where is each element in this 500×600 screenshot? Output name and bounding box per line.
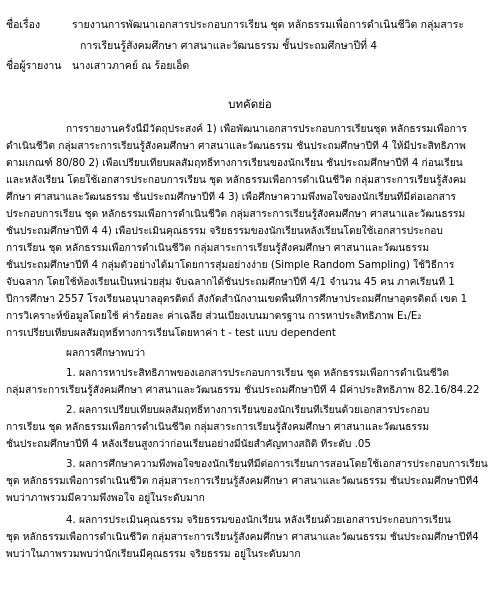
abstract-line: ประกอบการเรียน ชุด หลักธรรมเพื่อการดำเนินชีวิต กลุ่มสาระการเรียนรู้สังคมศึกษา ศาสนาและวัฒนธรรม [6, 209, 466, 220]
finding-item: 3. ผลการศึกษาความพึงพอใจของนักเรียนที่มีต่อการเรียนการสอนโดยใช้เอกสารประกอบการเรียน [66, 459, 488, 470]
finding-item: 4. ผลการประเมินคุณธรรม จริยธรรมของนักเรียน หลังเรียนด้วยเอกสารประกอบการเรียน [66, 515, 451, 526]
abstract-line: ชั้นประถมศึกษาปีที่ 4 กลุ่มตัวอย่างได้มาโดยการสุ่มอย่างง่าย (Simple Random Sampling) ใช้วิธีการ [6, 260, 455, 271]
finding-line: การเรียน ชุด หลักธรรมเพื่อการดำเนินชีวิต กลุ่มสาระการเรียนรู้สังคมศึกษา ศาสนาและวัฒนธรรม [6, 422, 430, 433]
subject-row [6, 18, 464, 32]
abstract-line: และหลังเรียน โดยใช้เอกสารประกอบการเรียน ชุด หลักธรรมเพื่อการดำเนินชีวิต กลุ่มสาระการเรียนรู้สังคม [6, 175, 467, 186]
subject-title-line2: การเรียนรู้สังคมศึกษา ศาสนาและวัฒนธรรม ชั้นประถมศึกษาปีที่ 4 [80, 40, 378, 52]
author-label: ชื่อผู้รายงาน [6, 60, 62, 72]
subject-title-line1: รายงานการพัฒนาเอกสารประกอบการเรียน ชุด หลักธรรมเพื่อการดำเนินชีวิต กลุ่มสาระ [72, 19, 464, 31]
author-name: นางเสาวภาคย์ ณ ร้อยเอ็ด [72, 60, 190, 72]
findings-heading: ผลการศึกษาพบว่า [66, 348, 146, 359]
subject-label: ชื่อเรื่อง [6, 19, 41, 31]
finding-line: ชุด หลักธรรมเพื่อการดำเนินชีวิต กลุ่มสาระการเรียนรู้สังคมศึกษา ศาสนาและวัฒนธรรม ชั้นประถมศึกษาปีที่4 [6, 476, 479, 487]
abstract-line: ศึกษา ศาสนาและวัฒนธรรม ชั้นประถมศึกษาปีที่ 4 3) เพื่อศึกษาความพึงพอใจของนักเรียนที่มีต่อเอกสาร [6, 192, 457, 203]
abstract-line: การเปรียบเทียบผลสัมฤทธิ์ทางการเรียนโดยหาค่า t - test แบบ dependent [6, 328, 336, 339]
abstract-line: ตามเกณฑ์ 80/80 2) เพื่อเปรียบเทียบผลสัมฤทธิ์ทางการเรียนของนักเรียน ชั้นประถมศึกษาปีที่ 4 ก่อนเรียน [6, 158, 463, 169]
finding-line: พบว่าภาพรวมมีความพึงพอใจ อยู่ในระดับมาก [6, 493, 205, 504]
abstract-line: ชั้นประถมศึกษาปีที่ 4 4) เพื่อประเมินคุณธรรม จริยธรรมของนักเรียนหลังเรียนโดยใช้เอกสารประกอบ [6, 226, 443, 237]
abstract-line: ปีการศึกษา 2557 โรงเรียนอนุบาลอุตรดิตถ์ สังกัดสำนักงานเขตพื้นที่การศึกษาประถมศึกษาอุตรดิตถ์ เขต 1 [6, 294, 468, 305]
finding-line: ชุด หลักธรรมเพื่อการดำเนินชีวิต กลุ่มสาระการเรียนรู้สังคมศึกษา ศาสนาและวัฒนธรรม ชั้นประถมศึกษาปีที่4 [6, 532, 479, 543]
author-row [6, 59, 189, 73]
finding-line: พบว่าในภาพรวมพบว่านักเรียนมีคุณธรรม จริยธรรม อยู่ในระดับมาก [6, 549, 301, 560]
finding-line: ชั้นประถมศึกษาปีที่ 4 หลังเรียนสูงกว่าก่อนเรียนอย่างมีนัยสำคัญทางสถิติ ที่ระดับ .05 [6, 439, 371, 450]
finding-item: 1. ผลการหาประสิทธิภาพของเอกสารประกอบการเรียน ชุด หลักธรรมเพื่อการดำเนินชีวิต [66, 368, 450, 379]
finding-line: กลุ่มสาระการเรียนรู้สังคมศึกษา ศาสนาและวัฒนธรรม ชั้นประถมศึกษาปีที่ 4 มีค่าประสิทธิภาพ 82.16/84.22 [6, 385, 480, 396]
finding-item: 2. ผลการเปรียบเทียบผลสัมฤทธิ์ทางการเรียนของนักเรียนที่เรียนด้วยเอกสารประกอบ [66, 405, 430, 416]
abstract-heading: บทคัดย่อ [228, 97, 272, 111]
abstract-line: การรายงานครั้งนี้มีวัตถุประสงค์ 1) เพื่อพัฒนาเอกสารประกอบการเรียนชุด หลักธรรมเพื่อการ [66, 124, 467, 135]
abstract-line: ดำเนินชีวิต กลุ่มสาระการเรียนรู้สังคมศึกษา ศาสนาและวัฒนธรรม ชั้นประถมศึกษาปีที่ 4 ให้มีประสิทธิภาพ [6, 141, 466, 152]
abstract-line: จับฉลาก โดยใช้ห้องเรียนเป็นหน่วยสุ่ม จับฉลากได้ชั้นประถมศึกษาปีที่ 4/1 จำนวน 45 คน ภาคเรียนที่ 1 [6, 277, 455, 288]
abstract-line: การวิเคราะห์ข้อมูลโดยใช้ ค่าร้อยละ ค่าเฉลี่ย ส่วนเบี่ยงเบนมาตรฐาน การหาประสิทธิภาพ E₁/E₂ [6, 311, 422, 322]
abstract-line: การเรียน ชุด หลักธรรมเพื่อการดำเนินชีวิต กลุ่มสาระการเรียนรู้สังคมศึกษา ศาสนาและวัฒนธรรม [6, 243, 430, 254]
